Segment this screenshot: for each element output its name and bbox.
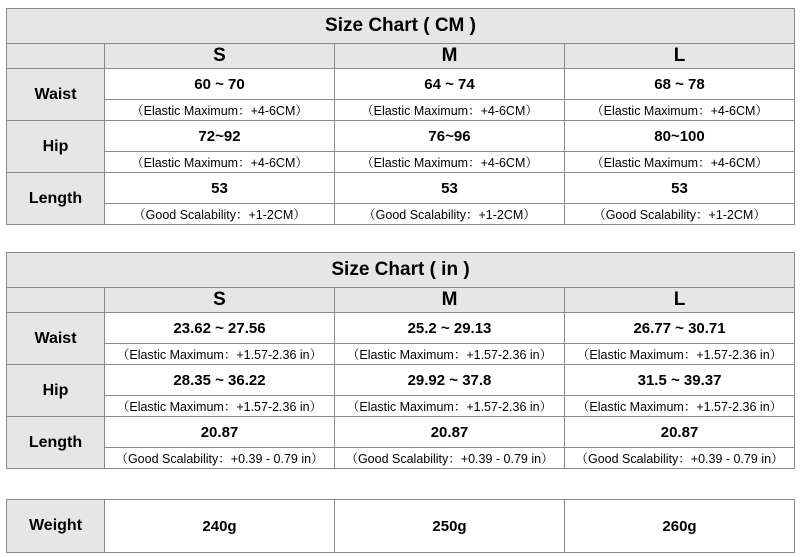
length-l-note: （Good Scalability：+0.39 - 0.79 in） xyxy=(565,448,795,469)
weight-table xyxy=(6,499,795,553)
row-label-waist: Waist xyxy=(7,69,105,121)
size-chart-in-title: Size Chart ( in ) xyxy=(7,253,795,288)
row-label-weight: Weight xyxy=(7,500,105,553)
length-s-note: （Good Scalability：+1-2CM） xyxy=(105,204,335,225)
length-s-value: 20.87 xyxy=(105,417,335,448)
length-l-value: 53 xyxy=(565,173,795,204)
weight-m-value: 250g xyxy=(335,500,565,553)
row-label-length: Length xyxy=(7,417,105,469)
length-m-value: 20.87 xyxy=(335,417,565,448)
waist-l-note: （Elastic Maximum：+1.57-2.36 in） xyxy=(565,344,795,365)
hip-m-note: （Elastic Maximum：+4-6CM） xyxy=(335,152,565,173)
size-m-header: M xyxy=(335,288,565,313)
hip-m-note: （Elastic Maximum：+1.57-2.36 in） xyxy=(335,396,565,417)
waist-m-note: （Elastic Maximum：+4-6CM） xyxy=(335,100,565,121)
waist-m-note: （Elastic Maximum：+1.57-2.36 in） xyxy=(335,344,565,365)
row-label-hip: Hip xyxy=(7,121,105,173)
size-s-header: S xyxy=(105,288,335,313)
hip-l-value: 80~100 xyxy=(565,121,795,152)
length-l-value: 20.87 xyxy=(565,417,795,448)
waist-s-value: 60 ~ 70 xyxy=(105,69,335,100)
hip-m-value: 29.92 ~ 37.8 xyxy=(335,365,565,396)
length-m-value: 53 xyxy=(335,173,565,204)
row-label-hip: Hip xyxy=(7,365,105,417)
row-label-length: Length xyxy=(7,173,105,225)
hip-s-value: 72~92 xyxy=(105,121,335,152)
hip-m-value: 76~96 xyxy=(335,121,565,152)
length-s-value: 53 xyxy=(105,173,335,204)
waist-l-value: 26.77 ~ 30.71 xyxy=(565,313,795,344)
corner-cell xyxy=(7,288,105,313)
hip-l-note: （Elastic Maximum：+4-6CM） xyxy=(565,152,795,173)
waist-s-note: （Elastic Maximum：+4-6CM） xyxy=(105,100,335,121)
length-m-note: （Good Scalability：+1-2CM） xyxy=(335,204,565,225)
waist-s-value: 23.62 ~ 27.56 xyxy=(105,313,335,344)
size-m-header: M xyxy=(335,44,565,69)
waist-s-note: （Elastic Maximum：+1.57-2.36 in） xyxy=(105,344,335,365)
length-l-note: （Good Scalability：+1-2CM） xyxy=(565,204,795,225)
size-l-header: L xyxy=(565,288,795,313)
row-label-waist: Waist xyxy=(7,313,105,365)
waist-m-value: 64 ~ 74 xyxy=(335,69,565,100)
length-m-note: （Good Scalability：+0.39 - 0.79 in） xyxy=(335,448,565,469)
hip-l-note: （Elastic Maximum：+1.57-2.36 in） xyxy=(565,396,795,417)
length-s-note: （Good Scalability：+0.39 - 0.79 in） xyxy=(105,448,335,469)
hip-l-value: 31.5 ~ 39.37 xyxy=(565,365,795,396)
waist-l-value: 68 ~ 78 xyxy=(565,69,795,100)
size-l-header: L xyxy=(565,44,795,69)
waist-m-value: 25.2 ~ 29.13 xyxy=(335,313,565,344)
size-s-header: S xyxy=(105,44,335,69)
size-chart-in-table xyxy=(6,252,795,469)
weight-l-value: 260g xyxy=(565,500,795,553)
size-chart-cm-title: Size Chart ( CM ) xyxy=(7,9,795,44)
hip-s-note: （Elastic Maximum：+4-6CM） xyxy=(105,152,335,173)
corner-cell xyxy=(7,44,105,69)
hip-s-note: （Elastic Maximum：+1.57-2.36 in） xyxy=(105,396,335,417)
weight-s-value: 240g xyxy=(105,500,335,553)
size-chart-cm-table xyxy=(6,8,795,225)
hip-s-value: 28.35 ~ 36.22 xyxy=(105,365,335,396)
waist-l-note: （Elastic Maximum：+4-6CM） xyxy=(565,100,795,121)
